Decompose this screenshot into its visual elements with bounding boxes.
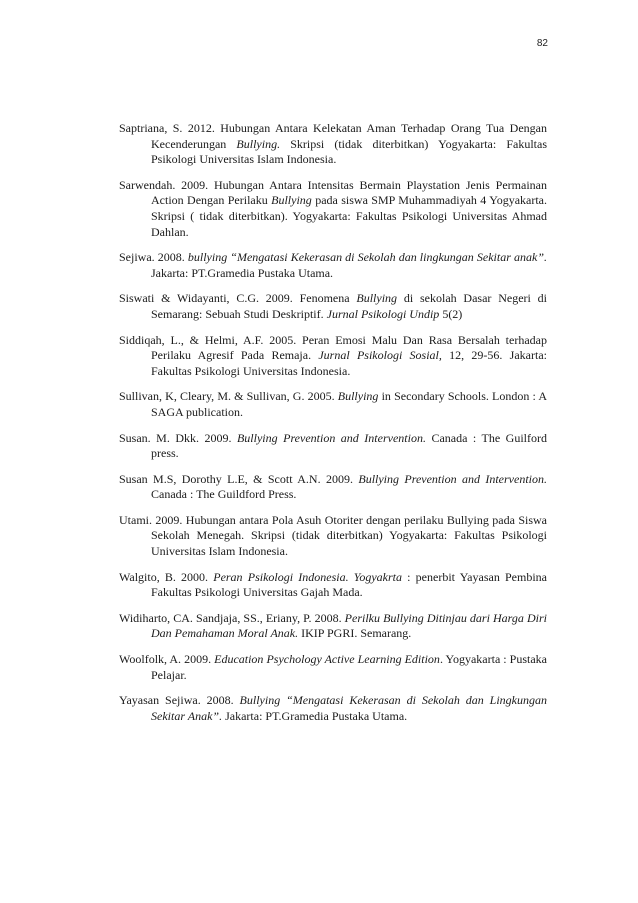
reference-italic-text: Jurnal Psikologi Sosial, bbox=[318, 348, 442, 363]
reference-italic-text: Bullying Prevention and Intervention. bbox=[236, 430, 426, 445]
reference-italic-text: Education Psychology Active Learning Edition bbox=[214, 652, 440, 667]
reference-text: in Secondary Schools. London : A SAGA publication. bbox=[151, 389, 548, 419]
reference-text: : penerbit Yayasan Pembina Fakultas Psikologi Universitas Gajah Mada. bbox=[151, 569, 548, 600]
reference-italic-text: Peran Psikologi Indonesia. Yogyakrta bbox=[213, 569, 402, 584]
page-number: 82 bbox=[536, 38, 548, 49]
reference-entry bbox=[119, 431, 547, 462]
reference-text: Canada : The Guilford press. bbox=[151, 430, 547, 461]
reference-italic-text: Jurnal Psikologi Undip bbox=[326, 306, 440, 321]
reference-entry bbox=[119, 513, 547, 560]
reference-entry bbox=[119, 611, 547, 642]
reference-text: Jakarta: PT.Gramedia Pustaka Utama. bbox=[151, 265, 334, 280]
reference-italic-text: Bullying bbox=[271, 193, 312, 208]
reference-text: pada siswa SMP Muhammadiyah 4 Yogyakarta. Skripsi ( tidak diterbitkan). Yogyakarta: Fakultas Psikologi Universitas Ahmad Dahlan. bbox=[151, 193, 548, 239]
reference-italic-text: Bullying Prevention and Intervention. bbox=[358, 471, 547, 486]
reference-text: di sekolah Dasar Negeri di Semarang: Sebuah Studi Deskriptif. bbox=[151, 291, 547, 321]
reference-entry bbox=[119, 570, 547, 601]
reference-entry bbox=[119, 121, 547, 168]
reference-text: Walgito, B. 2000. bbox=[119, 569, 214, 584]
reference-text: Sullivan, K, Cleary, M. & Sullivan, G. 2005. bbox=[119, 389, 338, 404]
reference-text: 12, 29-56. Jakarta: Fakultas Psikologi Universitas Indonesia. bbox=[151, 348, 547, 378]
reference-text: Susan. M. Dkk. 2009. bbox=[119, 430, 237, 445]
reference-entry bbox=[119, 693, 547, 724]
reference-text: Jakarta: PT.Gramedia Pustaka Utama. bbox=[222, 708, 408, 723]
reference-entry bbox=[119, 472, 547, 503]
reference-text: Canada : The Guildford Press. bbox=[151, 487, 297, 502]
reference-italic-text: bullying “Mengatasi Kekerasan di Sekolah dan lingkungan Sekitar anak”. bbox=[187, 250, 547, 265]
reference-text: Utami. 2009. Hubungan antara Pola Asuh Otoriter dengan perilaku Bullying pada Siswa Sekolah Menegah. Skripsi (tidak diterbitkan) Yogyakarta: Fakultas Psikologi Universitas Islam Indonesia. bbox=[119, 512, 547, 559]
reference-entry bbox=[119, 389, 547, 420]
reference-text: Saptriana, S. 2012. Hubungan Antara Kelekatan Aman Terhadap Orang Tua Dengan Kecenderungan bbox=[119, 121, 547, 151]
reference-entry bbox=[119, 178, 547, 240]
reference-entry bbox=[119, 250, 547, 281]
reference-text: Sejiwa. 2008. bbox=[119, 250, 188, 265]
reference-entry bbox=[119, 291, 547, 322]
reference-text: Susan M.S, Dorothy L.E, & Scott A.N. 2009. bbox=[119, 471, 359, 486]
reference-entry bbox=[119, 333, 547, 380]
reference-text: Widiharto, CA. Sandjaja, SS., Eriany, P. 2008. bbox=[119, 610, 345, 625]
reference-italic-text: Bullying “Mengatasi Kekerasan di Sekolah dan Lingkungan Sekitar Anak”. bbox=[151, 693, 548, 723]
reference-text: Yayasan Sejiwa. 2008. bbox=[119, 693, 240, 708]
reference-text: Skripsi (tidak diterbitkan) Yogyakarta: Fakultas Psikologi Universitas Islam Indonesia. bbox=[151, 136, 547, 167]
reference-italic-text: Bullying bbox=[337, 389, 379, 404]
reference-text: Sarwendah. 2009. Hubungan Antara Intensitas Bermain Playstation Jenis Permainan Action Dengan Perilaku bbox=[119, 177, 547, 208]
reference-italic-text: Bullying bbox=[356, 291, 398, 306]
reference-text: IKIP PGRI. Semarang. bbox=[298, 626, 412, 641]
reference-text: 5(2) bbox=[439, 306, 463, 321]
reference-text: Siswati & Widayanti, C.G. 2009. Fenomena bbox=[119, 291, 357, 306]
reference-text: . Yogyakarta : Pustaka Pelajar. bbox=[151, 652, 547, 682]
reference-text: Woolfolk, A. 2009. bbox=[119, 652, 215, 667]
reference-list bbox=[119, 121, 547, 734]
reference-italic-text: Perilku Bullying Ditinjau dari Harga Diri Dan Pemahaman Moral Anak. bbox=[151, 610, 547, 641]
reference-italic-text: Bullying. bbox=[236, 136, 281, 151]
reference-entry bbox=[119, 652, 547, 683]
reference-text: Siddiqah, L., & Helmi, A.F. 2005. Peran Emosi Malu Dan Rasa Bersalah terhadap Perilaku Agresif Pada Remaja. bbox=[119, 332, 547, 363]
